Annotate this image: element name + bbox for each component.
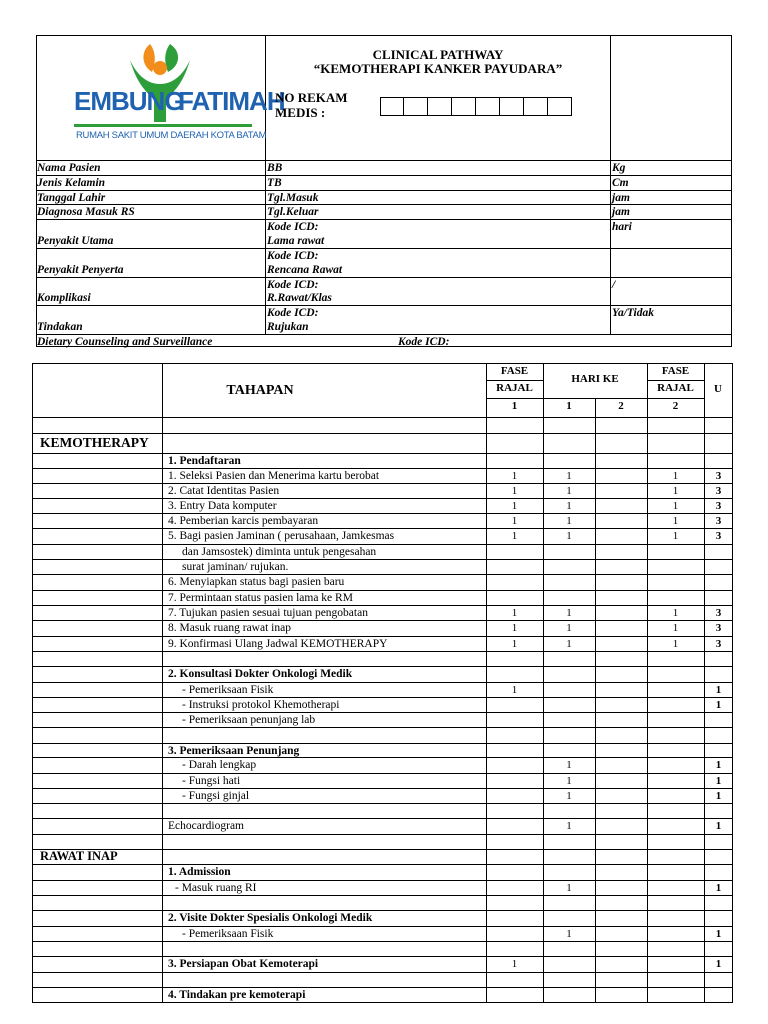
checkbox-cell[interactable]: 1 <box>566 928 572 940</box>
u-count-cell[interactable]: 3 <box>715 638 722 650</box>
step-item: - Instruksi protokol Khemotherapi <box>182 699 340 711</box>
checkbox-cell[interactable]: 1 <box>566 882 572 894</box>
step-item: - Pemeriksaan Fisik <box>182 684 274 696</box>
step-heading: 2. Konsultasi Dokter Onkologi Medik <box>168 668 353 680</box>
row-line <box>32 712 733 713</box>
u-count-cell[interactable]: 3 <box>715 515 722 527</box>
row-line <box>32 727 733 728</box>
label-kode-icd: Kode ICD: <box>267 250 319 262</box>
checkbox-cell[interactable]: 1 <box>566 485 572 497</box>
row-line <box>32 987 733 988</box>
row-line <box>36 248 732 249</box>
pathway-table <box>32 363 733 1003</box>
header-line <box>32 417 733 418</box>
no-rekam-label: NO REKAM <box>275 90 348 105</box>
label-kode-icd: Kode ICD: <box>267 307 319 319</box>
step-heading: 2. Visite Dokter Spesialis Onkologi Medik <box>168 912 373 924</box>
checkbox-cell[interactable]: 1 <box>511 638 518 650</box>
row-line <box>36 305 732 306</box>
u-count-cell[interactable]: 3 <box>715 500 722 512</box>
checkbox-cell[interactable]: 1 <box>566 622 572 634</box>
row-line <box>36 190 732 191</box>
checkbox-cell[interactable]: 1 <box>566 820 572 832</box>
step-item: 4. Pemberian karcis pembayaran <box>168 515 319 527</box>
checkbox-cell[interactable]: 1 <box>511 485 518 497</box>
ya-tidak: Ya/Tidak <box>612 307 654 319</box>
row-line <box>32 453 733 454</box>
col-u: U <box>714 383 722 395</box>
step-item: - Pemeriksaan Fisik <box>182 928 274 940</box>
checkbox-cell[interactable]: 1 <box>511 622 518 634</box>
checkbox-cell[interactable]: 1 <box>566 607 572 619</box>
unit-kg: Kg <box>612 162 626 174</box>
step-item: Echocardiogram <box>168 820 244 832</box>
record-box[interactable] <box>500 97 524 116</box>
label-nama-pasien: Nama Pasien <box>37 162 101 174</box>
row-line <box>32 895 733 896</box>
step-item: dan Jamsostek) diminta untuk pengesahan <box>182 546 377 558</box>
row-line <box>32 605 733 606</box>
row-line <box>32 910 733 911</box>
row-line <box>32 803 733 804</box>
checkbox-cell[interactable]: 1 <box>672 530 679 542</box>
step-item: - Pemeriksaan penunjang lab <box>182 714 316 726</box>
u-count-cell[interactable]: 1 <box>715 820 722 832</box>
step-heading: 1. Pendaftaran <box>168 455 241 467</box>
step-heading: 3. Persiapan Obat Kemoterapi <box>168 958 319 970</box>
step-item: 8. Masuk ruang rawat inap <box>168 622 291 634</box>
step-item: 7. Permintaan status pasien lama ke RM <box>168 592 353 604</box>
rawat-slash: / <box>612 279 616 291</box>
label-kode-icd: Kode ICD: <box>267 221 319 233</box>
label-rawat-klas: R.Rawat/Klas <box>267 292 332 304</box>
row-line <box>36 219 732 220</box>
row-line <box>36 334 732 335</box>
col-rajal-1: RAJAL <box>496 382 533 394</box>
logo-name-right: FATIMAH <box>178 86 285 116</box>
label-dietary: Dietary Counseling and Surveillance <box>37 336 213 348</box>
sub-col-3: 2 <box>618 400 624 412</box>
checkbox-cell[interactable]: 1 <box>672 470 679 482</box>
unit-jam: jam <box>612 192 630 204</box>
row-line <box>32 483 733 484</box>
col-line <box>595 398 596 1003</box>
checkbox-cell[interactable]: 1 <box>566 759 572 771</box>
row-line <box>36 277 732 278</box>
col-line <box>162 363 163 1003</box>
row-line <box>32 651 733 652</box>
u-count-cell[interactable]: 3 <box>715 607 722 619</box>
row-line <box>32 574 733 575</box>
label-tgl-keluar: Tgl.Keluar <box>267 206 319 218</box>
sub-col-1: 1 <box>511 400 518 412</box>
checkbox-cell[interactable]: 1 <box>566 530 572 542</box>
u-count-cell[interactable]: 3 <box>715 485 722 497</box>
step-heading: 1. Admission <box>168 866 231 878</box>
step-item: - Fungsi hati <box>182 775 241 787</box>
row-line <box>32 544 733 545</box>
checkbox-cell[interactable]: 1 <box>566 638 572 650</box>
col-tahapan: TAHAPAN <box>226 383 294 398</box>
row-line <box>32 849 733 850</box>
checkbox-cell[interactable]: 1 <box>672 485 679 497</box>
logo-subtitle: RUMAH SAKIT UMUM DAERAH KOTA BATAM <box>76 130 267 141</box>
unit-hari: hari <box>612 221 632 233</box>
label-kode-icd-dietary: Kode ICD: <box>398 336 450 348</box>
u-count-cell[interactable]: 1 <box>715 759 722 771</box>
label-rencana-rawat: Rencana Rawat <box>267 264 343 276</box>
section-kemotherapy: KEMOTHERAPY <box>40 435 149 450</box>
row-line <box>32 666 733 667</box>
u-count-cell[interactable]: 1 <box>715 775 722 787</box>
label-rujukan: Rujukan <box>267 321 309 333</box>
header-divider <box>265 35 266 334</box>
row-line <box>32 513 733 514</box>
label-lama-rawat: Lama rawat <box>267 235 325 247</box>
u-count-cell[interactable]: 1 <box>715 958 722 970</box>
label-tanggal-lahir: Tanggal Lahir <box>37 192 106 204</box>
document-title: CLINICAL PATHWAY <box>372 47 504 62</box>
row-line <box>32 743 733 744</box>
row-line <box>32 864 733 865</box>
col-rajal-2: RAJAL <box>657 382 694 394</box>
col-fase-1: FASE <box>500 365 529 377</box>
label-penyakit-penyerta: Penyakit Penyerta <box>37 264 124 276</box>
u-count-cell[interactable]: 3 <box>715 470 722 482</box>
step-item: 1. Seleksi Pasien dan Menerima kartu berobat <box>168 470 380 482</box>
u-count-cell[interactable]: 1 <box>715 684 722 696</box>
row-line <box>32 788 733 789</box>
row-line <box>32 682 733 683</box>
label-bb: BB <box>267 162 283 174</box>
step-item: - Masuk ruang RI <box>175 882 257 894</box>
checkbox-cell[interactable]: 1 <box>511 515 518 527</box>
row-line <box>32 941 733 942</box>
unit-cm: Cm <box>612 177 629 189</box>
row-line <box>36 160 732 161</box>
row-line <box>32 818 733 819</box>
u-count-cell[interactable]: 1 <box>715 882 722 894</box>
section-rawat-inap: RAWAT INAP <box>40 849 118 863</box>
u-count-cell[interactable]: 3 <box>715 530 722 542</box>
record-box[interactable] <box>548 97 572 116</box>
row-line <box>32 697 733 698</box>
checkbox-cell[interactable]: 1 <box>566 775 572 787</box>
checkbox-cell[interactable]: 1 <box>566 500 572 512</box>
checkbox-cell[interactable]: 1 <box>511 500 518 512</box>
u-count-cell[interactable]: 1 <box>715 928 722 940</box>
label-tb: TB <box>267 177 282 189</box>
label-tindakan: Tindakan <box>37 321 83 333</box>
medis-label: MEDIS : <box>275 105 326 120</box>
record-box[interactable] <box>428 97 452 116</box>
label-diagnosa-masuk: Diagnosa Masuk RS <box>37 206 135 218</box>
checkbox-cell[interactable]: 1 <box>566 515 572 527</box>
label-komplikasi: Komplikasi <box>37 292 91 304</box>
unit-jam: jam <box>612 206 630 218</box>
col-fase-2: FASE <box>661 365 690 377</box>
step-heading: 4. Tindakan pre kemoterapi <box>168 989 306 1001</box>
row-line <box>32 926 733 927</box>
checkbox-cell[interactable]: 1 <box>511 684 518 696</box>
u-count-cell[interactable]: 1 <box>715 699 722 711</box>
label-penyakit-utama: Penyakit Utama <box>37 235 114 247</box>
checkbox-cell[interactable]: 1 <box>511 530 518 542</box>
step-item: - Fungsi ginjal <box>182 790 250 802</box>
row-line <box>32 468 733 469</box>
header-line <box>486 398 704 399</box>
label-kode-icd: Kode ICD: <box>267 279 319 291</box>
sub-col-2: 1 <box>566 400 572 412</box>
row-line <box>36 175 732 176</box>
step-heading: 3. Pemeriksaan Penunjang <box>168 745 300 757</box>
checkbox-cell[interactable]: 1 <box>511 958 518 970</box>
checkbox-cell[interactable]: 1 <box>566 470 572 482</box>
col-line <box>647 363 648 1003</box>
checkbox-cell[interactable]: 1 <box>672 607 679 619</box>
step-item: 5. Bagi pasien Jaminan ( perusahaan, Jamkesmas <box>168 530 395 542</box>
checkbox-cell[interactable]: 1 <box>566 790 572 802</box>
row-line <box>32 972 733 973</box>
checkbox-cell[interactable]: 1 <box>672 638 679 650</box>
row-line <box>32 773 733 774</box>
row-line <box>32 590 733 591</box>
label-tgl-masuk: Tgl.Masuk <box>267 192 319 204</box>
row-line <box>32 559 733 560</box>
row-line <box>32 620 733 621</box>
record-box[interactable] <box>404 97 428 116</box>
u-count-cell[interactable]: 3 <box>715 622 722 634</box>
row-line <box>32 498 733 499</box>
col-line <box>543 363 544 1003</box>
record-box[interactable] <box>452 97 476 116</box>
logo-name-left: EMBUNG <box>74 86 184 116</box>
checkbox-cell[interactable]: 1 <box>672 500 679 512</box>
row-line <box>32 880 733 881</box>
record-box[interactable] <box>476 97 500 116</box>
step-item: 7. Tujukan pasien sesuai tujuan pengobatan <box>168 607 368 619</box>
record-box[interactable] <box>380 97 404 116</box>
row-line <box>32 956 733 957</box>
record-box[interactable] <box>524 97 548 116</box>
checkbox-cell[interactable]: 1 <box>511 607 518 619</box>
step-item: - Darah lengkap <box>182 759 257 771</box>
step-item: 6. Menyiapkan status bagi pasien baru <box>168 576 345 588</box>
sub-col-4: 2 <box>672 400 679 412</box>
checkbox-cell[interactable]: 1 <box>511 470 518 482</box>
row-line <box>32 834 733 835</box>
label-jenis-kelamin: Jenis Kelamin <box>37 177 106 189</box>
row-line <box>32 433 733 434</box>
hospital-logo <box>70 38 285 156</box>
header-divider <box>610 35 611 334</box>
step-item: 9. Konfirmasi Ulang Jadwal KEMOTHERAPY <box>168 638 388 650</box>
col-hari-ke: HARI KE <box>571 373 619 385</box>
row-line <box>32 757 733 758</box>
step-item: 2. Catat Identitas Pasien <box>168 485 280 497</box>
step-item: 3. Entry Data komputer <box>168 500 277 512</box>
checkbox-cell[interactable]: 1 <box>672 622 679 634</box>
u-count-cell[interactable]: 1 <box>715 790 722 802</box>
checkbox-cell[interactable]: 1 <box>672 515 679 527</box>
row-line <box>36 204 732 205</box>
document-subtitle: “KEMOTHERAPI KANKER PAYUDARA” <box>313 61 563 76</box>
step-item: surat jaminan/ rujukan. <box>182 561 289 573</box>
